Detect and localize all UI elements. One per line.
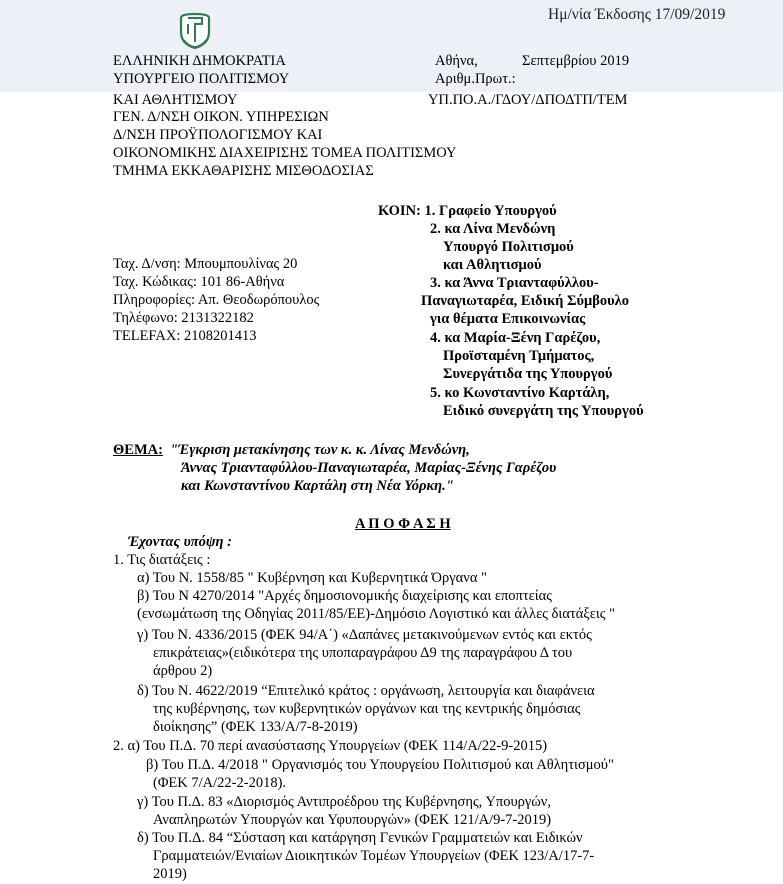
item1-d-line3: διοίκησης” (ΦΕΚ 133/Α/7-8-2019) (153, 719, 358, 735)
item2-b-line1: β) Του Π.Δ. 4/2018 " Οργανισμός του Υπουργείου Πολιτισμού και Αθλητισμού" (146, 757, 614, 773)
protocol-label: Αριθμ.Πρωτ.: (435, 71, 516, 87)
subject-line-3: και Κωνσταντίνου Καρτάλη στη Νέα Υόρκη." (181, 478, 454, 494)
koin-line-4: και Αθλητισμού (443, 257, 542, 273)
item2-g-line2: Αναπληρωτών Υπουργών και Υφυπουργών» (ΦΕΚ 121/Α/9-7-2019) (153, 812, 552, 828)
sender-line-4: ΓΕΝ. Δ/ΝΣΗ ΟΙΚΟΝ. ΥΠΗΡΕΣΙΩΝ (113, 109, 329, 125)
item1-g-line2: επικράτειας»(ειδικότερα της υποπαραγράφου Δ9 της παραγράφου Δ του (153, 645, 573, 661)
koin-line-7: για θέματα Επικοινωνίας (430, 311, 586, 327)
sender-line-5: Δ/ΝΣΗ ΠΡΟΫΠΟΛΟΓΙΣΜΟΥ ΚΑΙ (113, 127, 323, 143)
issue-date: Ημ/νία Έκδοσης 17/09/2019 (548, 6, 726, 23)
sender-line-2: ΥΠΟΥΡΓΕΙΟ ΠΟΛΙΤΙΣΜΟΥ (113, 71, 290, 87)
place-city: Αθήνα, (435, 53, 478, 69)
koin-line-2: 2. κα Λίνα Μενδώνη (430, 221, 556, 237)
item2-d-line3: 2019) (153, 866, 187, 882)
sender-line-7: ΤΜΗΜΑ ΕΚΚΑΘΑΡΙΣΗΣ ΜΙΣΘΟΔΟΣΙΑΣ (113, 163, 374, 179)
item1-d-line2: της κυβέρνησης, των κυβερνητικών οργάνων και της κεντρικής δημόσιας (153, 701, 581, 717)
sender-line-6: ΟΙΚΟΝΟΜΙΚΗΣ ΔΙΑΧΕΙΡΙΣΗΣ ΤΟΜΕΑ ΠΟΛΙΤΙΣΜΟΥ (113, 145, 457, 161)
considering-heading: Έχοντας υπόψη : (128, 534, 232, 550)
koin-line-10: Συνεργάτιδα της Υπουργού (443, 366, 613, 382)
item1-b-line1: β) Του Ν 4270/2014 "Αρχές δημοσιονομικής διαχείρισης και εποπτείας (137, 588, 552, 604)
koin-line-3: Υπουργό Πολιτισμού (443, 239, 574, 255)
subject-label: ΘΕΜΑ: (113, 442, 163, 458)
item1-a: α) Του Ν. 1558/85 " Κυβέρνηση και Κυβερνητικά Όργανα " (137, 570, 487, 586)
place-month-year: Σεπτεμβρίου 2019 (522, 53, 630, 69)
greek-coat-of-arms-icon (178, 12, 212, 50)
sender-line-3: ΚΑΙ ΑΘΛΗΤΙΣΜΟΥ (113, 92, 238, 108)
decision-title: Α Π Ο Φ Α Σ Η (355, 516, 451, 532)
contact-fax: TELEFAX: 2108201413 (113, 328, 257, 344)
contact-address: Ταχ. Δ/νση: Μπουμπουλίνας 20 (113, 256, 298, 272)
item2-a: 2. α) Του Π.Δ. 70 περί ανασύστασης Υπουργείων (ΦΕΚ 114/Α/22-9-2015) (113, 738, 548, 754)
koin-line-9: Προϊσταμένη Τμήματος, (443, 348, 595, 364)
item2-b-line2: (ΦΕΚ 7/Α/22-2-2018). (153, 775, 287, 791)
item2-d-line1: δ) Του Π.Δ. 84 “Σύσταση και κατάργηση Γενικών Γραμματειών και Ειδικών (137, 830, 583, 846)
koin-line-12: Ειδικό συνεργάτη της Υπουργού (443, 403, 644, 419)
item1-g-line3: άρθρου 2) (153, 663, 213, 679)
contact-postcode: Ταχ. Κώδικας: 101 86-Αθήνα (113, 274, 285, 290)
koin-line-8: 4. κα Μαρία-Ξένη Γαρέζου, (430, 330, 601, 346)
item2-g-line1: γ) Του Π.Δ. 83 «Διορισμός Αντιπροέδρου της Κυβέρνησης, Υπουργών, (137, 794, 551, 810)
item1-b-line2: (ενσωμάτωση της Οδηγίας 2011/85/ΕΕ)-Δημόσιο Λογιστικό και άλλες διατάξεις " (137, 606, 616, 622)
sender-line-1: ΕΛΛΗΝΙΚΗ ΔΗΜΟΚΡΑΤΙΑ (113, 53, 286, 69)
item2-d-line2: Γραμματειών/Ενιαίων Διοικητικών Τομέων Υπουργείων (ΦΕΚ 123/Α/17-7- (153, 848, 595, 864)
koin-line-1: ΚΟΙΝ: 1. Γραφείο Υπουργού (378, 203, 557, 219)
protocol-code: ΥΠ.ΠΟ.Α./ΓΔΟΥ/ΔΠΟΔΤΠ/ΤΕΜ (428, 92, 628, 108)
koin-line-11: 5. κο Κωνσταντίνο Καρτάλη, (430, 385, 610, 401)
koin-line-5: 3. κα Άννα Τριανταφύλλου- (430, 275, 599, 291)
item1-label: 1. Τις διατάξεις : (113, 552, 211, 568)
subject-line-2: Άννας Τριανταφύλλου-Παναγιωταρέα, Μαρίας-Ξένης Γαρέζου (181, 460, 557, 476)
subject-line-1: "Έγκριση μετακίνησης των κ. κ. Λίνας Μενδώνη, (170, 442, 470, 458)
koin-line-6: Παναγιωταρέα, Ειδική Σύμβουλο (421, 293, 630, 309)
contact-info: Πληροφορίες: Απ. Θεοδωρόπουλος (113, 292, 320, 308)
item1-g-line1: γ) Του Ν. 4336/2015 (ΦΕΚ 94/Α΄) «Δαπάνες μετακινούμενων εντός και εκτός (137, 627, 592, 643)
item1-d-line1: δ) Του Ν. 4622/2019 “Επιτελικό κράτος : οργάνωση, λειτουργία και διαφάνεια (137, 683, 595, 699)
contact-phone: Τηλέφωνο: 2131322182 (113, 310, 254, 326)
